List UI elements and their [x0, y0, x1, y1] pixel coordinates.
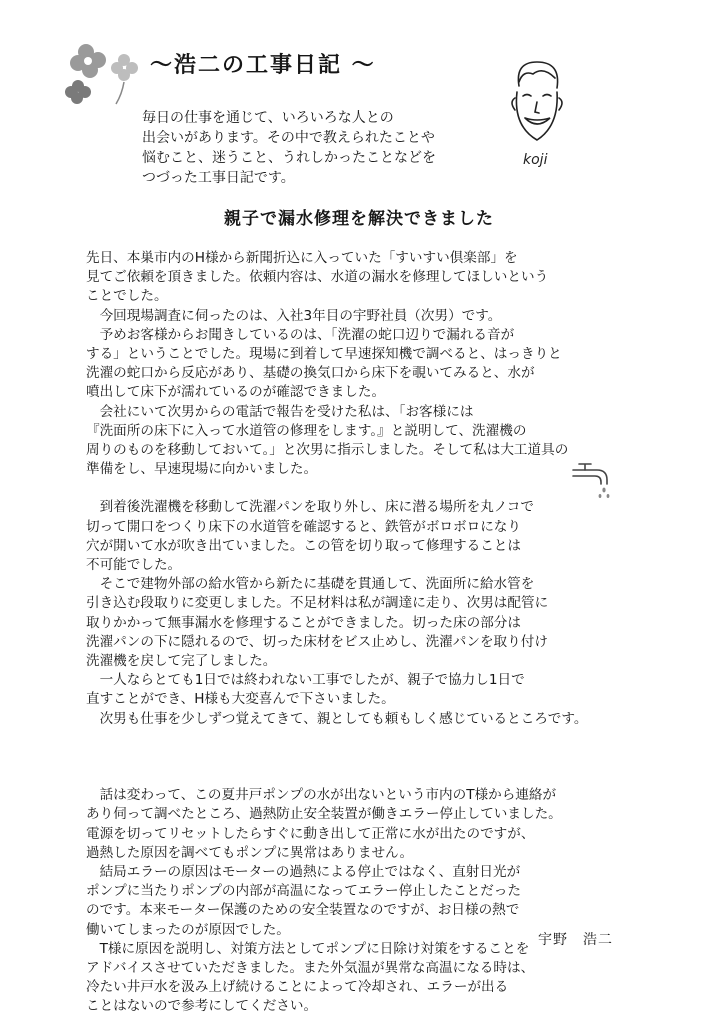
body-line: 到着後洗濯機を移動して洗濯パンを取り外し、床に潜る場所を丸ノコで	[86, 499, 534, 516]
body-line: そこで建物外部の給水管から新たに基礎を貫通して、洗面所に給水管を	[86, 576, 535, 593]
body-line: 電源を切ってリセットしたらすぐに動き出して正常に水が出たのですが、	[86, 825, 535, 842]
body-line: する」ということでした。現場に到着して早速探知機で調べると、はっきりと	[86, 345, 562, 362]
faucet-icon	[567, 460, 619, 500]
body-line: T様に原因を説明し、対策方法としてポンプに日除け対策をすることを	[86, 940, 530, 957]
body-line: 洗濯パンの下に隠れるので、切った床材をビス止めし、洗濯パンを取り付け	[86, 633, 548, 650]
portrait-caption: koji	[523, 152, 548, 168]
body-line	[86, 729, 587, 748]
body-line: 一人ならとても1日では終われない工事でしたが、親子で協力し1日で	[86, 672, 525, 689]
body-line: 結局エラーの原因はモーターの過熱による停止ではなく、直射日光が	[86, 864, 521, 880]
body-line: 切って開口をつくり床下の水道管を確認すると、鉄管がボロボロになり	[86, 518, 521, 535]
body-line: 不可能でした。	[86, 557, 182, 573]
body-line: ことでした。	[86, 288, 168, 305]
body-line: 洗濯の蛇口から反応があり、基礎の換気口から床下を覗いてみると、水が	[86, 365, 535, 382]
intro-line: 悩むこと、迷うこと、うれしかったことなどを	[142, 150, 436, 166]
body-line	[86, 479, 587, 498]
body-line	[86, 767, 587, 786]
intro-line: つづった工事日記です。	[142, 170, 295, 186]
body-line	[86, 748, 587, 767]
body-line: 先日、本巣市内のH様から新聞折込に入っていた「すいすい倶楽部」を	[86, 250, 518, 266]
body-line: 会社にいて次男からの電話で報告を受けた私は、「お客様には	[86, 403, 474, 420]
body-line: 次男も仕事を少しずつ覚えてきて、親としても頼もしく感じているところです。	[86, 710, 588, 727]
body-line: 噴出して床下が濡れているのが確認できました。	[86, 384, 386, 401]
body-line: のです。本来モーター保護のための安全装置なのですが、お日様の熱で	[86, 902, 520, 919]
clover-flower-icon	[60, 38, 150, 108]
intro-line: 毎日の仕事を通じて、いろいろな人との	[142, 110, 394, 126]
body-line: アドバイスさせていただきました。また外気温が異常な高温になる時は、	[86, 959, 535, 976]
body-line: 直すことができ、H様も大変喜んで下さいました。	[86, 691, 395, 708]
body-line: 冷たい井戸水を汲み上げ続けることによって冷却され、エラーが出る	[86, 979, 509, 996]
body-line: 予めお客様からお聞きしているのは、「洗濯の蛇口辺りで漏れる音が	[86, 326, 515, 343]
intro-text	[142, 108, 436, 188]
author-signature: 宇野 浩二	[538, 932, 613, 948]
body-line: 働いてしまったのが原因でした。	[86, 921, 290, 938]
body-line: 穴が開いて水が吹き出ていました。この管を切り取って修理することは	[86, 537, 521, 554]
body-line: 周りのものを移動しておいて。」と次男に指示しました。そして私は大工道具の	[86, 441, 569, 458]
page-title: 〜浩二の工事日記 〜	[150, 53, 376, 78]
body-line: 話は変わって、この夏井戸ポンプの水が出ないという市内のT様から連絡が	[86, 787, 557, 804]
portrait-sketch-icon	[493, 52, 581, 172]
body-line: ポンプに当たりポンプの内部が高温になってエラー停止したことだった	[86, 883, 521, 900]
body-line: 今回現場調査に伺ったのは、入社3年目の宇野社員（次男）です。	[86, 307, 502, 324]
intro-line: 出会いがあります。その中で教えられたことや	[142, 130, 435, 146]
body-line: 洗濯機を戻して完了しました。	[86, 652, 277, 669]
body-line: 引き込む段取りに変更しました。不足材料は私が調達に走り、次男は配管に	[86, 595, 549, 612]
body-line: 見てご依頼を頂きました。依頼内容は、水道の漏水を修理してほしいという	[86, 269, 549, 286]
article-subtitle: 親子で漏水修理を解決できました	[224, 209, 494, 229]
body-line: 準備をし、早速現場に向かいました。	[86, 461, 318, 478]
body-line: 取りかかって無事漏水を修理することができました。切った床の部分は	[86, 614, 521, 631]
body-line: 『洗面所の床下に入って水道管の修理をします。』と説明して、洗濯機の	[86, 422, 527, 439]
body-line: 過熱した原因を調べてもポンプに異常はありません。	[86, 844, 414, 861]
body-line: ことはないので参考にしてください。	[86, 998, 318, 1015]
body-line: あり伺って調べたところ、過熱防止安全装置が働きエラー停止していました。	[86, 806, 562, 823]
article-body	[86, 249, 587, 1017]
